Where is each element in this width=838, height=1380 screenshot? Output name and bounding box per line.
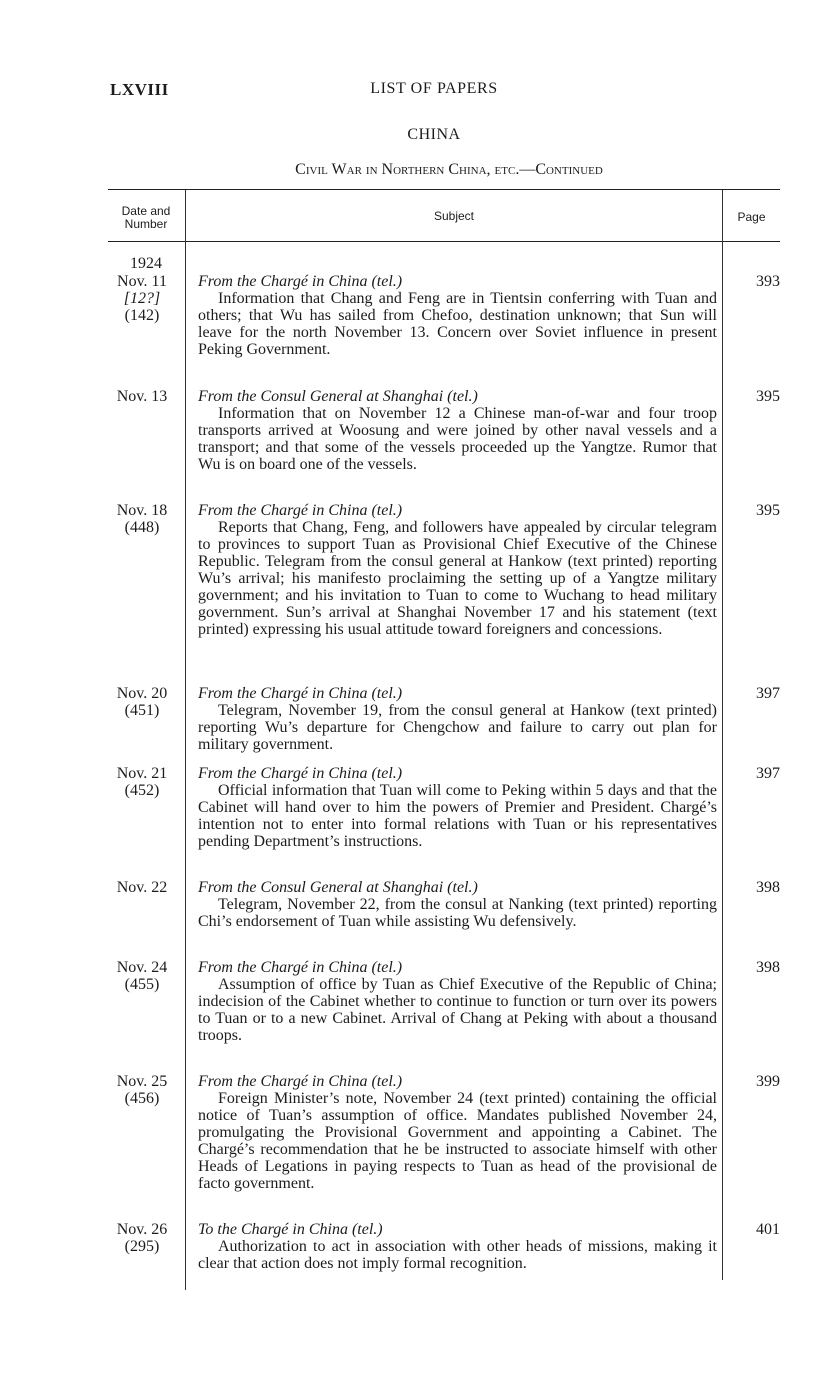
entry-summary: Telegram, November 22, from the consul at Nanking (text printed) reporting Chi’s endorsement of Tuan while assisting Wu defensively.: [198, 896, 717, 930]
entry-date: Nov. 26: [116, 1221, 168, 1238]
entry-number: (295): [124, 1238, 160, 1255]
column-header-date-line1: Date and: [121, 204, 171, 218]
entry-page: 395: [756, 502, 780, 519]
entry-date-cell: [100, 388, 184, 405]
table-header-rule: [108, 241, 780, 242]
entry-date-cell: [100, 1073, 184, 1107]
entry-page: 399: [756, 1073, 780, 1090]
entry-page: 401: [756, 1221, 780, 1238]
entry-subject: [198, 1073, 717, 1192]
entry-number: (448): [124, 519, 160, 536]
running-head: LIST OF PAPERS: [370, 80, 498, 97]
entry-page: 398: [756, 879, 780, 896]
entry-subject: [198, 765, 717, 850]
entry-source: From the Chargé in China (tel.): [198, 685, 403, 702]
entry-date: Nov. 25: [116, 1073, 168, 1090]
entry-date: Nov. 21: [116, 765, 168, 782]
column-divider-right: [722, 190, 723, 1280]
entry-date-cell: [100, 879, 184, 896]
entry-source: From the Chargé in China (tel.): [198, 273, 403, 290]
entry-source: From the Chargé in China (tel.): [198, 959, 403, 976]
entry-subject: [198, 879, 717, 930]
entry-page: 393: [756, 273, 780, 290]
entry-source: From the Chargé in China (tel.): [198, 765, 403, 782]
entry-number: (455): [124, 976, 160, 993]
entry-subject: [198, 959, 717, 1044]
entry-number: (142): [124, 307, 160, 324]
entry-source: From the Chargé in China (tel.): [198, 1073, 403, 1090]
entry-date-note: [12?]: [123, 290, 161, 307]
column-header-subject: Subject: [433, 209, 475, 223]
column-divider-left: [185, 190, 186, 1290]
entry-number: (452): [124, 782, 160, 799]
year-label: 1924: [130, 255, 162, 272]
column-header-date: [108, 205, 184, 231]
entry-summary: Official information that Tuan will come to Peking within 5 days and that the Cabinet will hand over to him the powers of Premier and President. Chargé’s intention not to enter into formal relations with Tuan or his representatives pending Department’s instructions.: [198, 782, 717, 850]
entry-page: 398: [756, 959, 780, 976]
entry-page: 395: [756, 388, 780, 405]
entry-date-cell: [100, 765, 184, 799]
column-header-date-line2: Number: [124, 217, 168, 231]
entry-date-cell: [100, 502, 184, 536]
entry-date: Nov. 24: [116, 959, 168, 976]
entry-date-cell: [100, 685, 184, 719]
entry-subject: [198, 388, 717, 473]
entry-page: 397: [756, 765, 780, 782]
entry-number: (451): [124, 702, 160, 719]
entry-subject: [198, 1221, 717, 1272]
entry-source: From the Chargé in China (tel.): [198, 502, 403, 519]
entry-summary: Information that Chang and Feng are in Tientsin conferring with Tuan and others; that Wu has sailed from Chefoo, destination unknown; that Sun will leave for the north November 13. Concern over Soviet influence in present Peking Government.: [198, 290, 717, 358]
entry-date-cell: [100, 273, 184, 324]
entry-subject: [198, 502, 717, 638]
column-header-page: Page: [737, 210, 766, 224]
entry-page: 397: [756, 685, 780, 702]
entry-source: To the Chargé in China (tel.): [198, 1221, 383, 1238]
entry-date: Nov. 20: [116, 685, 168, 702]
entry-date-cell: [100, 1221, 184, 1255]
entry-summary: Telegram, November 19, from the consul general at Hankow (text printed) reporting Wu’s departure for Chengchow and failure to carry out plan for military government.: [198, 702, 717, 753]
table-top-rule: [108, 189, 780, 190]
folio: LXVIII: [110, 80, 169, 99]
entry-summary: Assumption of office by Tuan as Chief Executive of the Republic of China; indecision of the Cabinet whether to continue to function or turn over its powers to Tuan or to a new Cabinet. Arrival of Chang at Peking with about a thousand troops.: [198, 976, 717, 1044]
entry-number: (456): [124, 1090, 160, 1107]
entry-date: Nov. 18: [116, 502, 168, 519]
entry-date: Nov. 13: [116, 388, 168, 405]
entry-subject: [198, 685, 717, 753]
entry-subject: [198, 273, 717, 358]
entry-source: From the Consul General at Shanghai (tel.): [198, 388, 478, 405]
entry-summary: Reports that Chang, Feng, and followers have appealed by circular telegram to provinces to support Tuan as Provisional Chief Executive of the Chinese Republic. Telegram from the consul general at Hankow (text printed) reporting Wu’s arrival; his manifesto proclaiming the setting up of a Yangtze military government; and his invitation to Tuan to come to Wuchang to head military government. Sun’s arrival at Shanghai November 17 and his statement (text printed) expressing his usual attitude toward foreigners and concessions.: [198, 519, 717, 638]
entry-source: From the Consul General at Shanghai (tel.): [198, 879, 478, 896]
country-heading: CHINA: [407, 126, 461, 143]
entry-date-cell: [100, 959, 184, 993]
section-title: Civil War in Northern China, etc.—Continued: [295, 161, 603, 178]
entry-date: Nov. 22: [116, 879, 168, 896]
entry-date: Nov. 11: [117, 273, 167, 290]
entry-summary: Foreign Minister’s note, November 24 (text printed) containing the official notice of Tuan’s assumption of office. Mandates published November 24, promulgating the Provisional Government and appointing a Cabinet. The Chargé’s recommendation that he be instructed to associate himself with other Heads of Legations in paying respects to Tuan as head of the provisional de facto government.: [198, 1090, 717, 1192]
entry-summary: Information that on November 12 a Chinese man-of-war and four troop transports arrived at Woosung and were joined by other naval vessels and a transport; and that some of the vessels proceeded up the Yangtze. Rumor that Wu is on board one of the vessels.: [198, 405, 717, 473]
entry-summary: Authorization to act in association with other heads of missions, making it clear that action does not imply formal recognition.: [198, 1238, 717, 1272]
